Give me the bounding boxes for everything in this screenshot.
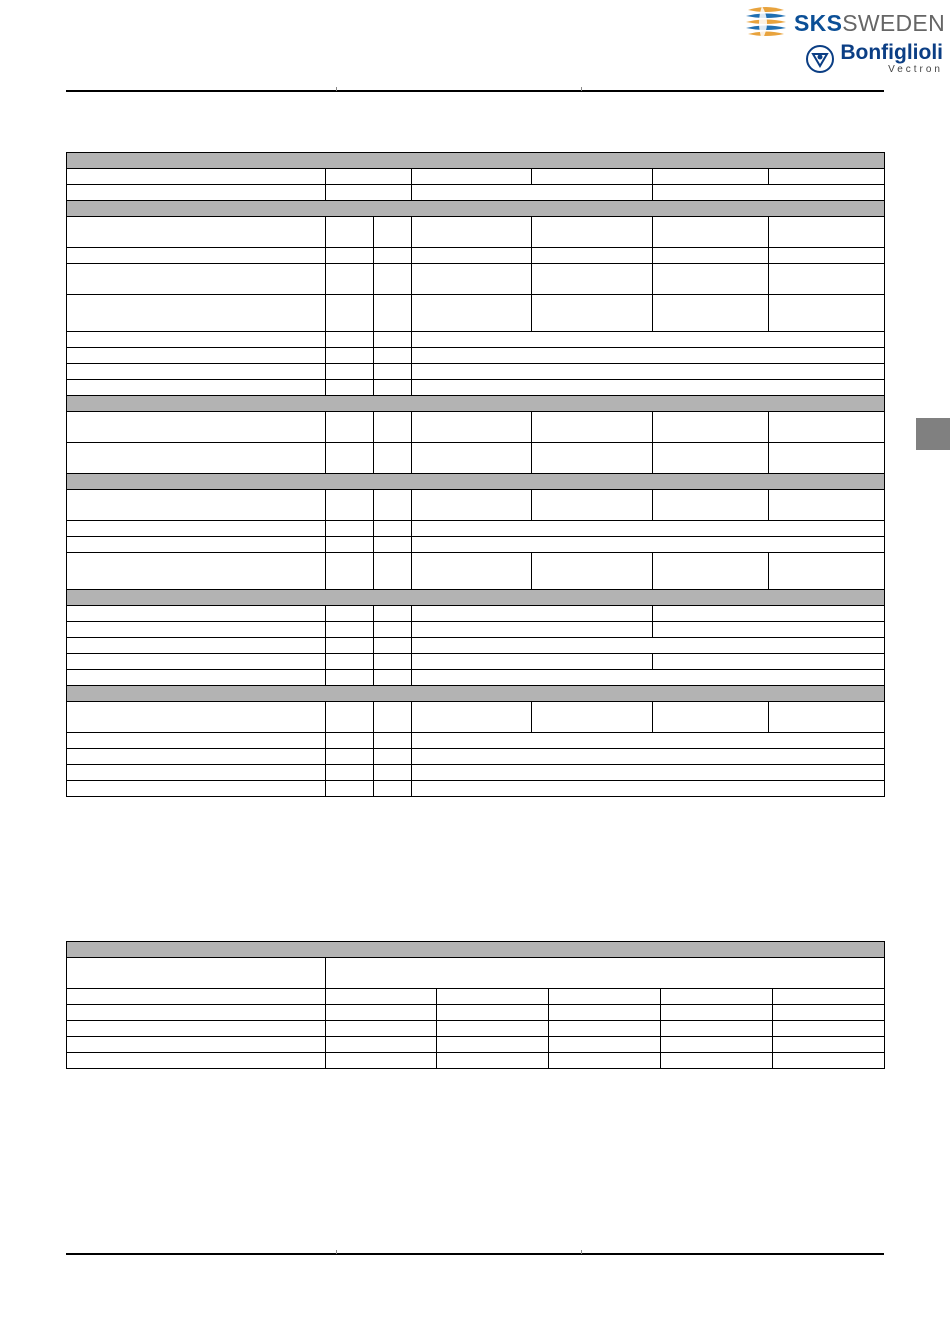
cell-value	[412, 348, 885, 364]
cell-value	[653, 553, 769, 590]
table-row	[67, 217, 885, 248]
sks-swirl-icon	[742, 6, 788, 40]
bonfiglioli-logo	[805, 43, 943, 75]
cell-value	[326, 1005, 437, 1021]
section-band	[67, 201, 885, 217]
table-row	[67, 348, 885, 364]
cell-value	[549, 1005, 661, 1021]
cell-unit	[326, 622, 374, 638]
cell-label	[67, 765, 326, 781]
header-rule	[66, 90, 884, 92]
cell-unit	[326, 348, 374, 364]
cell-value	[773, 1005, 885, 1021]
table-row	[67, 733, 885, 749]
cell-value	[769, 702, 885, 733]
cell-label	[67, 553, 326, 590]
cell-unit	[326, 553, 374, 590]
cell-unit	[374, 521, 412, 537]
cell-unit	[326, 654, 374, 670]
cell-value	[412, 733, 885, 749]
sks-name: SKS	[794, 9, 843, 36]
cell-value	[773, 1037, 885, 1053]
cell-value	[769, 264, 885, 295]
cell-unit	[374, 638, 412, 654]
cell-unit	[374, 295, 412, 332]
cell-label	[67, 521, 326, 537]
header-tick-left	[336, 87, 337, 91]
cell-value	[412, 169, 532, 185]
cell-value	[653, 412, 769, 443]
sks-logo	[742, 6, 945, 40]
cell-unit	[374, 781, 412, 797]
cell-unit	[374, 622, 412, 638]
cell-label	[67, 606, 326, 622]
section-band	[67, 590, 885, 606]
cell-value	[653, 185, 885, 201]
cell-value	[412, 781, 885, 797]
table-row-band	[67, 686, 885, 702]
cell-value	[769, 490, 885, 521]
cell-group-header	[326, 958, 885, 989]
cell-unit	[326, 169, 412, 185]
table-row	[67, 364, 885, 380]
table-row	[67, 702, 885, 733]
cell-unit	[374, 332, 412, 348]
cell-value	[437, 1037, 549, 1053]
cell-unit	[326, 606, 374, 622]
cell-value	[532, 248, 653, 264]
cell-unit	[326, 670, 374, 686]
bonfiglioli-wordmark: Bonfiglioli	[840, 41, 943, 64]
cell-value	[653, 443, 769, 474]
table-row	[67, 1005, 885, 1021]
cell-value	[532, 702, 653, 733]
page-side-tab	[916, 418, 950, 450]
cell-unit	[326, 749, 374, 765]
table-row	[67, 654, 885, 670]
cell-value	[532, 217, 653, 248]
cell-value	[769, 217, 885, 248]
cell-value	[532, 443, 653, 474]
cell-value	[532, 412, 653, 443]
table-row	[67, 443, 885, 474]
cell-unit	[374, 412, 412, 443]
cell-label	[67, 1053, 326, 1069]
table-row	[67, 412, 885, 443]
table-row	[67, 765, 885, 781]
cell-value	[769, 412, 885, 443]
cell-value	[412, 553, 532, 590]
table-row	[67, 1053, 885, 1069]
footer-rule	[66, 1253, 884, 1255]
cell-value	[412, 765, 885, 781]
cell-value	[661, 989, 773, 1005]
cell-value	[412, 248, 532, 264]
cell-label	[67, 670, 326, 686]
cell-label	[67, 248, 326, 264]
cell-value	[412, 332, 885, 348]
cell-value	[661, 1005, 773, 1021]
table-row	[67, 989, 885, 1005]
cell-value	[326, 989, 437, 1005]
cell-unit	[374, 749, 412, 765]
cell-value	[412, 490, 532, 521]
cell-value	[412, 412, 532, 443]
table-row	[67, 638, 885, 654]
cell-unit	[374, 443, 412, 474]
specification-table-main	[66, 152, 885, 797]
table-row	[67, 295, 885, 332]
cell-label	[67, 1037, 326, 1053]
cell-value	[653, 490, 769, 521]
cell-label	[67, 348, 326, 364]
table-row	[67, 622, 885, 638]
cell-label	[67, 490, 326, 521]
section-band	[67, 474, 885, 490]
table-row	[67, 537, 885, 553]
cell-value	[773, 1053, 885, 1069]
bonfiglioli-subbrand: Vectron	[888, 64, 943, 75]
footer-tick-left	[336, 1250, 337, 1254]
section-band	[67, 396, 885, 412]
cell-unit	[374, 364, 412, 380]
cell-value	[412, 749, 885, 765]
table-row	[67, 749, 885, 765]
cell-value	[653, 248, 769, 264]
cell-value	[412, 264, 532, 295]
cell-value	[653, 606, 885, 622]
table-row	[67, 169, 885, 185]
cell-value	[769, 169, 885, 185]
cell-value	[532, 553, 653, 590]
cell-value	[549, 1037, 661, 1053]
cell-value	[412, 622, 653, 638]
table-row	[67, 781, 885, 797]
bonfiglioli-emblem-icon	[805, 44, 835, 74]
cell-value	[653, 295, 769, 332]
cell-label	[67, 412, 326, 443]
cell-unit	[326, 490, 374, 521]
cell-unit	[326, 765, 374, 781]
cell-value	[653, 622, 885, 638]
cell-value	[412, 217, 532, 248]
table-row	[67, 958, 885, 989]
cell-value	[412, 380, 885, 396]
cell-value	[532, 264, 653, 295]
cell-unit	[326, 733, 374, 749]
cell-unit	[374, 606, 412, 622]
cell-unit	[374, 670, 412, 686]
section-band	[67, 153, 885, 169]
cell-label	[67, 364, 326, 380]
cell-value	[437, 1053, 549, 1069]
cell-unit	[326, 295, 374, 332]
cell-unit	[326, 364, 374, 380]
cell-unit	[326, 248, 374, 264]
table-row-band	[67, 396, 885, 412]
cell-value	[549, 1021, 661, 1037]
cell-value	[412, 670, 885, 686]
cell-unit	[374, 733, 412, 749]
table-row	[67, 490, 885, 521]
cell-value	[532, 295, 653, 332]
table-row	[67, 332, 885, 348]
table-row	[67, 670, 885, 686]
cell-value	[412, 654, 653, 670]
section-band	[67, 686, 885, 702]
cell-value	[412, 364, 885, 380]
cell-value	[549, 1053, 661, 1069]
cell-value	[773, 1021, 885, 1037]
cell-value	[773, 989, 885, 1005]
cell-unit	[374, 553, 412, 590]
cell-value	[661, 1037, 773, 1053]
footer-tick-right	[581, 1250, 582, 1254]
cell-label	[67, 749, 326, 765]
cell-label	[67, 622, 326, 638]
cell-label	[67, 702, 326, 733]
cell-value	[412, 185, 653, 201]
cell-value	[769, 443, 885, 474]
cell-value	[412, 521, 885, 537]
cell-label	[67, 654, 326, 670]
cell-value	[653, 654, 885, 670]
cell-label	[67, 958, 326, 989]
cell-value	[653, 264, 769, 295]
cell-value	[769, 553, 885, 590]
cell-unit	[326, 380, 374, 396]
table-row-band	[67, 201, 885, 217]
table-row-band	[67, 590, 885, 606]
cell-label	[67, 733, 326, 749]
cell-label	[67, 264, 326, 295]
cell-unit	[326, 332, 374, 348]
cell-value	[412, 537, 885, 553]
cell-unit	[374, 264, 412, 295]
cell-unit	[374, 537, 412, 553]
cell-value	[661, 1021, 773, 1037]
table-row-band	[67, 153, 885, 169]
header-tick-right	[581, 87, 582, 91]
cell-unit	[326, 537, 374, 553]
cell-unit	[374, 702, 412, 733]
cell-label	[67, 169, 326, 185]
cell-value	[653, 169, 769, 185]
sks-wordmark	[794, 10, 945, 37]
table-row	[67, 248, 885, 264]
cell-value	[437, 989, 549, 1005]
cell-value	[326, 1037, 437, 1053]
cell-unit	[326, 217, 374, 248]
table-row-band	[67, 942, 885, 958]
cell-label	[67, 185, 326, 201]
table-row	[67, 264, 885, 295]
cell-value	[412, 606, 653, 622]
cell-value	[549, 989, 661, 1005]
cell-value	[532, 490, 653, 521]
cell-unit	[326, 702, 374, 733]
cell-unit	[326, 412, 374, 443]
cell-label	[67, 380, 326, 396]
table-row	[67, 606, 885, 622]
cell-value	[412, 443, 532, 474]
cell-value	[653, 217, 769, 248]
cell-label	[67, 332, 326, 348]
table-row	[67, 553, 885, 590]
cell-unit	[374, 380, 412, 396]
cell-value	[661, 1053, 773, 1069]
table-row	[67, 521, 885, 537]
cell-unit	[326, 521, 374, 537]
cell-value	[412, 702, 532, 733]
cell-value	[769, 248, 885, 264]
cell-unit	[374, 217, 412, 248]
cell-value	[412, 295, 532, 332]
cell-unit	[326, 264, 374, 295]
cell-value	[326, 1021, 437, 1037]
cell-value	[653, 702, 769, 733]
cell-value	[437, 1005, 549, 1021]
sks-suffix: SWEDEN	[842, 9, 945, 36]
cell-label	[67, 781, 326, 797]
table-row-band	[67, 474, 885, 490]
page-header	[0, 0, 950, 100]
cell-value	[326, 1053, 437, 1069]
specification-table-secondary	[66, 941, 885, 1069]
section-band	[67, 942, 885, 958]
table-row	[67, 1021, 885, 1037]
cell-value	[769, 295, 885, 332]
table-row	[67, 185, 885, 201]
cell-label	[67, 1005, 326, 1021]
cell-label	[67, 989, 326, 1005]
logo-block	[745, 6, 945, 80]
cell-label	[67, 537, 326, 553]
cell-label	[67, 217, 326, 248]
cell-unit	[374, 348, 412, 364]
cell-unit	[374, 248, 412, 264]
cell-label	[67, 295, 326, 332]
cell-label	[67, 443, 326, 474]
cell-unit	[374, 490, 412, 521]
cell-unit	[326, 443, 374, 474]
cell-label	[67, 638, 326, 654]
cell-value	[437, 1021, 549, 1037]
cell-unit	[326, 638, 374, 654]
table-row	[67, 380, 885, 396]
cell-value	[412, 638, 885, 654]
cell-label	[67, 1021, 326, 1037]
cell-unit	[326, 781, 374, 797]
cell-unit	[374, 765, 412, 781]
table-row	[67, 1037, 885, 1053]
cell-unit	[326, 185, 412, 201]
cell-value	[532, 169, 653, 185]
cell-unit	[374, 654, 412, 670]
